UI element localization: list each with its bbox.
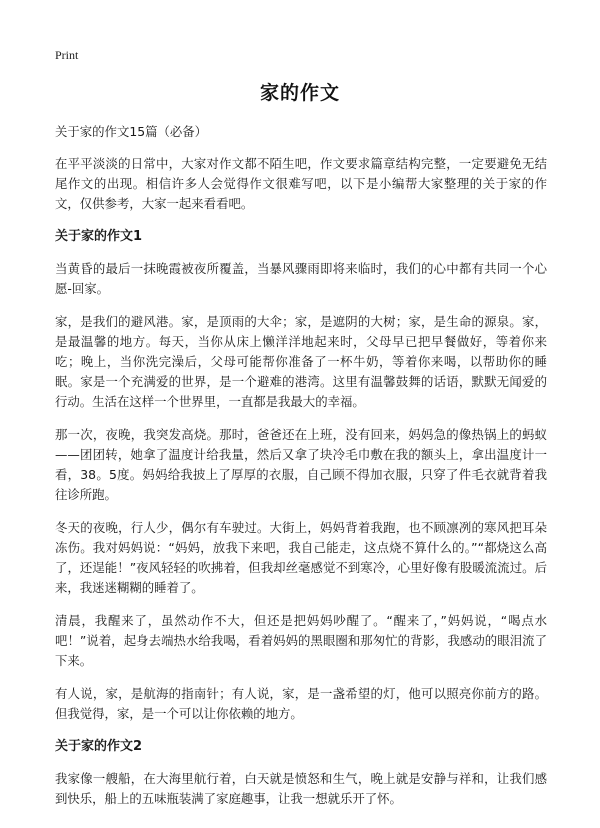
paragraph: 那一次，夜晚，我突发高烧。那时，爸爸还在上班，没有回来，妈妈急的像热锅上的蚂蚁——团团转，她拿了温度计给我量，然后又拿了块冷毛巾敷在我的额头上，拿出温度计一看，38。5度。妈妈给我披上了厚厚的衣服，自己顾不得加衣服，只穿了件毛衣就背着我往诊所跑。 [55, 427, 547, 502]
article-subtitle: 关于家的作文15篇（必备） [55, 124, 208, 139]
paragraph: 家，是我们的避风港。家，是顶雨的大伞；家，是遮阴的大树；家，是生命的源泉。家，是最温馨的地方。每天，当你从床上懒洋洋地起来时，父母早已把早餐做好，等着你来吃；晚上，当你洗完澡后，父母可能帮你准备了一杯牛奶，等着你来喝，以帮助你的睡眠。家是一个充满爱的世界，是一个避难的港湾。这里有温馨鼓舞的话语，默默无闻爱的行动。生活在这样一个世界里，一直都是我最大的幸福。 [55, 314, 547, 409]
paragraph: 有人说，家，是航海的指南针；有人说，家，是一盏希望的灯，他可以照亮你前方的路。但我觉得，家，是一个可以让你依赖的地方。 [55, 686, 547, 721]
paragraph: 冬天的夜晚，行人少，偶尔有车驶过。大街上，妈妈背着我跑，也不顾凛冽的寒风把耳朵冻伤。我对妈妈说：“妈妈，放我下来吧，我自己能走，这点烧不算什么的。”“都烧这么高了，还逞能！”夜风轻轻的吹拂着，但我却丝毫感觉不到寒冷，心里好像有股暖流流过。后来，我迷迷糊糊的睡着了。 [55, 520, 547, 595]
article-body [55, 122, 547, 822]
section-heading: 关于家的作文1 [55, 229, 143, 244]
page-title: 家的作文 [259, 82, 340, 104]
section-heading: 关于家的作文2 [55, 739, 143, 754]
paragraph: 我家像一艘船，在大海里航行着，白天就是愤怒和生气，晚上就是安静与祥和，让我们感到快乐，船上的五味瓶装满了家庭趣事，让我一想就乐开了怀。 [55, 771, 547, 806]
paragraph: 当黄昏的最后一抹晚霞被夜所覆盖，当暴风骤雨即将来临时，我们的心中都有共同一个心愿-回家。 [55, 261, 547, 296]
intro-paragraph: 在平平淡淡的日常中，大家对作文都不陌生吧，作文要求篇章结构完整，一定要避免无结尾作文的出现。相信许多人会觉得作文很难写吧，以下是小编帮大家整理的关于家的作文，仅供参考，大家一起来看看吧。 [55, 156, 547, 211]
paragraph: 清晨，我醒来了，虽然动作不大，但还是把妈妈吵醒了。“醒来了，”妈妈说，“喝点水吧！”说着，起身去端热水给我喝，看着妈妈的黑眼圈和那匆忙的背影，我感动的眼泪流了下来。 [55, 613, 547, 668]
print-link[interactable]: Print [55, 48, 79, 62]
